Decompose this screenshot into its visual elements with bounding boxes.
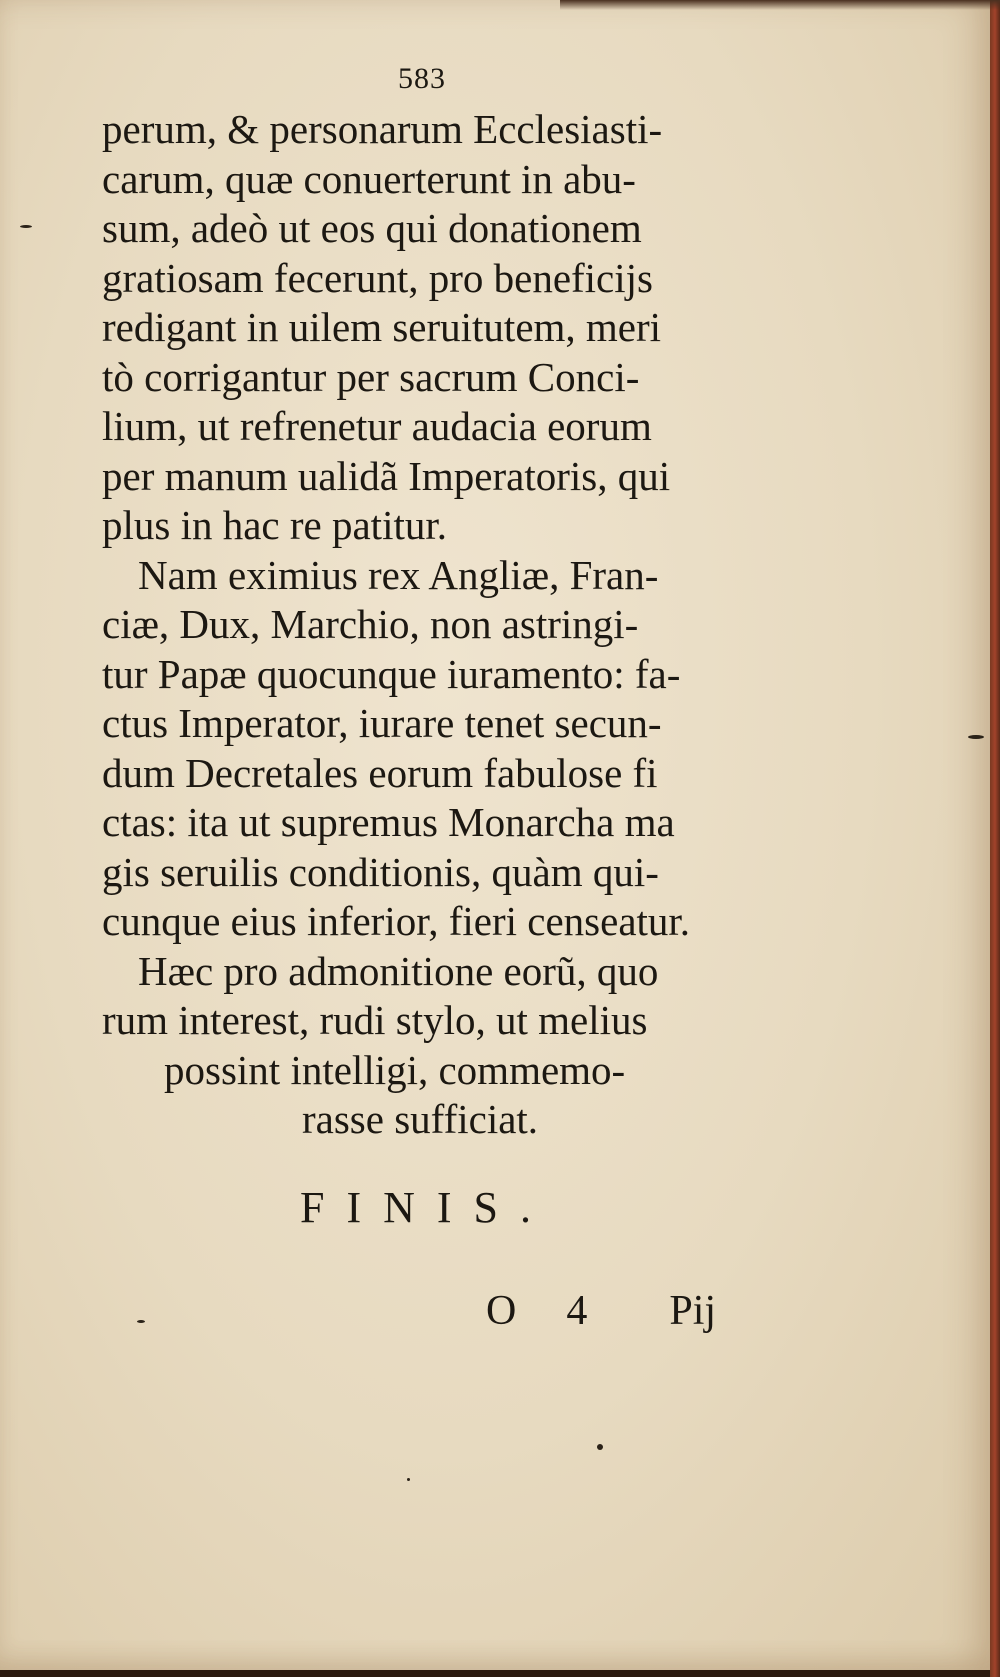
finis-heading: FINIS. [300, 1183, 554, 1232]
text-line: sum, adeò ut eos qui donationem [102, 205, 642, 251]
paper-speck [407, 1478, 410, 1481]
signature-number: 4 [566, 1288, 588, 1334]
page-edge-top [560, 0, 1000, 10]
text-line: redigant in uilem seruitutem, meri [102, 304, 662, 350]
text-line: gis seruilis conditionis, quàm qui- [102, 848, 659, 895]
text-line: cunque eius inferior, fieri censeatur. [102, 898, 691, 944]
text-line: possint intelligi, commemo- [164, 1046, 626, 1093]
text-line: tur Papæ quocunque iuramento: fa- [102, 650, 681, 697]
page-edge [990, 0, 1000, 1677]
text-line: carum, quæ conuerterunt in abu- [102, 155, 636, 202]
text-line: tò corrigantur per sacrum Conci- [102, 353, 640, 400]
text-line: gratiosam fecerunt, pro beneficijs [102, 254, 653, 301]
body-text [102, 105, 772, 1145]
text-line: rum interest, rudi stylo, ut melius [102, 997, 648, 1043]
catchword: Pij [669, 1288, 717, 1334]
text-line: perum, & personarum Ecclesiasti- [102, 106, 663, 152]
signature-letter: O [486, 1288, 517, 1334]
text-line: dum Decretales eorum fabulose fi [102, 749, 658, 796]
page-number: 583 [398, 62, 446, 95]
paper-speck [20, 225, 32, 228]
text-line: rasse sufficiat. [302, 1096, 539, 1142]
text-line: ctus Imperator, iurare tenet secun- [102, 700, 662, 746]
text-line: plus in hac re patitur. [102, 502, 447, 548]
text-line: lium, ut refrenetur audacia eorum [102, 403, 652, 449]
text-line: Nam eximius rex Angliæ, Fran- [138, 551, 659, 598]
paper-speck [968, 735, 984, 739]
signature-mark [486, 1287, 716, 1335]
paper-speck [597, 1444, 603, 1450]
text-line: Hæc pro admonitione eorũ, quo [138, 947, 659, 994]
text-line: ciæ, Dux, Marchio, non astringi- [102, 601, 639, 647]
text-line: ctas: ita ut supremus Monarcha ma [102, 799, 675, 845]
paper-speck [137, 1320, 145, 1323]
text-line: per manum ualidã Imperatoris, qui [102, 452, 671, 499]
